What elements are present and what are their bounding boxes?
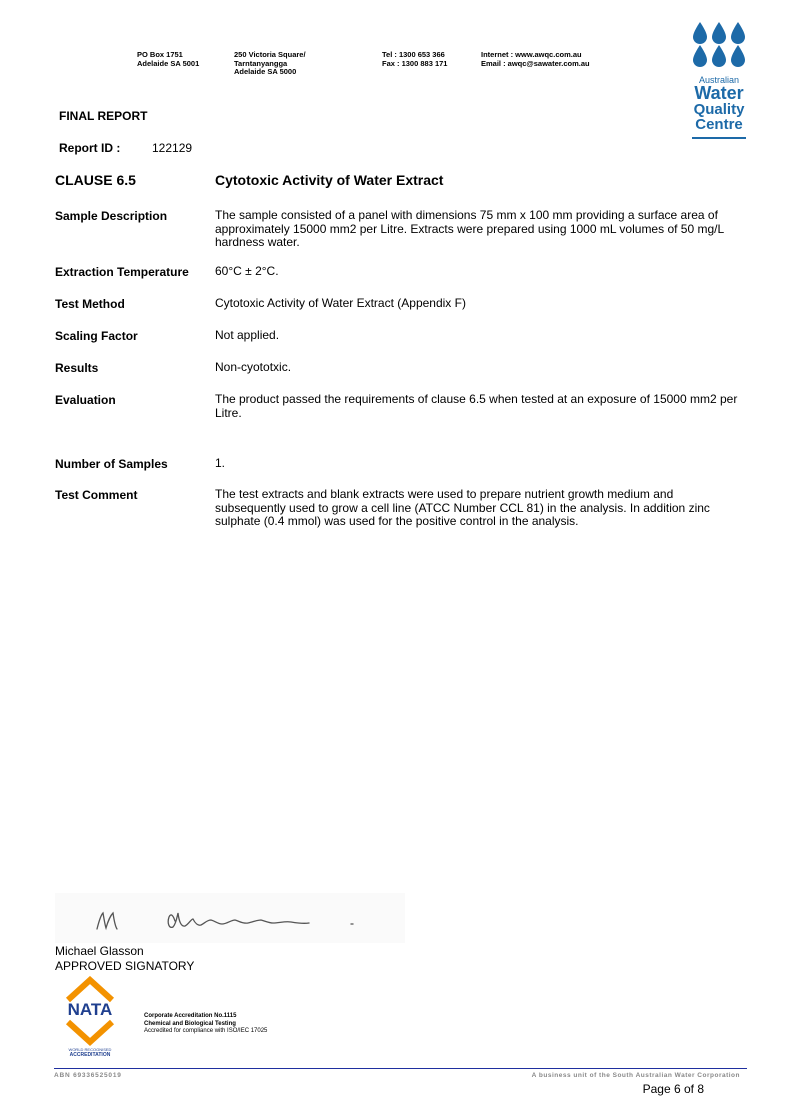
field-label-results: Results: [55, 361, 99, 375]
field-value-test-method: Cytotoxic Activity of Water Extract (Appendix F): [215, 296, 466, 310]
nata-logo-text: NATA: [67, 1000, 113, 1019]
logo-line-centre: Centre: [695, 116, 743, 133]
logo-line-quality: Quality: [693, 101, 745, 118]
contact-phone: Tel : 1300 653 366 Fax : 1300 883 171: [382, 50, 448, 68]
field-label-scaling-factor: Scaling Factor: [55, 329, 138, 343]
email-link[interactable]: Email : awqc@sawater.com.au: [481, 58, 590, 68]
signatory-role: APPROVED SIGNATORY: [55, 959, 195, 973]
nata-tagline-2: ACCREDITATION: [69, 1052, 111, 1058]
page-number: Page 6 of 8: [642, 1082, 704, 1096]
field-value-test-comment: The test extracts and blank extracts were used to prepare nutrient growth medium and subsequently used to grow a cell line (ATCC Number CCL 81) in the analysis. In addition zinc sulphate (0.4 mmol) was used for the positive control in the analysis.: [215, 487, 710, 528]
awqc-logo: [690, 20, 748, 142]
field-label-test-comment: Test Comment: [55, 488, 138, 502]
footer-business-unit: A business unit of the South Australian Water Corporation: [531, 1072, 740, 1079]
field-value-evaluation: The product passed the requirements of clause 6.5 when tested at an exposure of 15000 mm2 per Litre.: [215, 392, 738, 420]
handwritten-signature-icon: [55, 893, 405, 943]
field-label-number-of-samples: Number of Samples: [55, 457, 168, 471]
report-id-label: Report ID :: [59, 141, 121, 155]
footer-rule: [54, 1068, 747, 1069]
address-po-box: PO Box 1751 Adelaide SA 5001: [137, 50, 200, 68]
signatory-name: Michael Glasson: [55, 944, 144, 958]
field-label-evaluation: Evaluation: [55, 393, 116, 407]
field-label-test-method: Test Method: [55, 297, 125, 311]
contact-web: [481, 51, 590, 68]
footer-abn: ABN 69336525019: [54, 1072, 122, 1079]
logo-line-australian: Australian: [698, 75, 740, 85]
report-title: FINAL REPORT: [59, 109, 148, 123]
nata-accreditation-text: [144, 1013, 267, 1036]
nata-compliance: Accredited for compliance with ISO/IEC 17025: [144, 1028, 268, 1034]
field-label-extraction-temperature: Extraction Temperature: [55, 265, 189, 279]
field-value-results: Non-cyototxic.: [215, 360, 292, 374]
website-link[interactable]: Internet : www.awqc.com.au: [481, 50, 582, 59]
nata-accreditation-number: Corporate Accreditation No.1115: [144, 1013, 237, 1019]
nata-tagline-1: WORLD RECOGNISED: [68, 1047, 112, 1052]
nata-logo: [58, 976, 122, 1058]
field-label-sample-description: Sample Description: [55, 209, 168, 223]
clause-title: Cytotoxic Activity of Water Extract: [215, 172, 444, 188]
field-value-number-of-samples: 1.: [215, 456, 226, 470]
address-street: 250 Victoria Square/ Tarntanyangga Adelaide SA 5000: [234, 50, 306, 76]
signature-image: [55, 893, 405, 943]
field-value-sample-description: The sample consisted of a panel with dimensions 75 mm x 100 mm providing a surface area of approximately 15000 mm2 per Litre. Extracts were prepared using 1000 mL volumes of 50 mg/L hardness water.: [215, 208, 724, 249]
clause-number: CLAUSE 6.5: [55, 172, 136, 188]
field-value-scaling-factor: Not applied.: [215, 328, 280, 342]
nata-scope: Chemical and Biological Testing: [144, 1020, 236, 1027]
field-value-extraction-temperature: 60°C ± 2°C.: [215, 264, 279, 278]
logo-underline: [692, 137, 746, 139]
report-id-value: 122129: [152, 141, 193, 155]
logo-line-water: Water: [694, 83, 744, 103]
water-drops-icon: [690, 20, 748, 70]
